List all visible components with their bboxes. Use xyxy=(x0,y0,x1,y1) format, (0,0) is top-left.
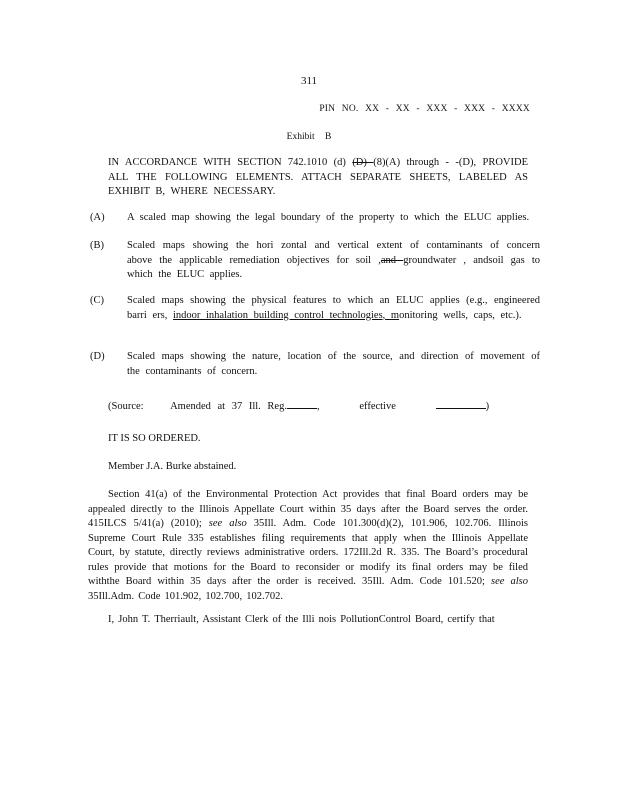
source-open: (Source: xyxy=(108,401,144,412)
appeal-text-3: 35Ill.Adm. Code 101.902, 102.700, 102.702. xyxy=(88,590,283,602)
member-abstained-line: Member J.A. Burke abstained. xyxy=(108,461,237,472)
intro-paragraph xyxy=(108,156,528,200)
see-also-italic: see also xyxy=(208,518,247,529)
item-text: Scaled maps showing the nature, location of the source, and direction of movement of the contaminants of concern. xyxy=(127,351,540,377)
source-amended: Amended at 37 Ill. Reg. xyxy=(170,401,287,412)
item-text xyxy=(127,239,540,283)
item-label: (D) xyxy=(90,351,105,362)
pin-number-line: PIN NO. XX - XX - XXX - XXX - XXXX xyxy=(319,104,530,114)
item-b-text-post: groundwater , andsoil gas to which the ELUC applies. xyxy=(127,254,541,280)
so-ordered-line: IT IS SO ORDERED. xyxy=(108,433,201,444)
clerk-certification-line: I, John T. Therriault, Assistant Clerk of the Illi nois PollutionControl Board, certify that xyxy=(108,614,495,625)
item-c-text-pre: Scaled maps showing the physical features to which an ELUC applies (e.g., engineered barri ers, xyxy=(127,295,540,321)
page-number: 311 xyxy=(300,75,318,87)
appeal-text-1: Section 41(a) of the Environmental Protection Act provides that final Board orders may be appealed directly to the Illinois Appellate Court within 35 days after the Board serves the order. 415ILCS 5/41(a) (2010); xyxy=(88,489,528,529)
appeal-paragraph xyxy=(88,488,528,604)
item-b-struck-text: and xyxy=(380,254,404,266)
item-label: (B) xyxy=(90,240,104,251)
item-c-text-post: onitoring wells, caps, etc.). xyxy=(399,309,522,321)
source-effective: effective xyxy=(359,401,396,412)
item-b-text-pre: Scaled maps showing the hori zontal and vertical extent of contaminants of concern above the applicable remediation objectives for soil , xyxy=(127,240,540,266)
source-note: (Source: Amended at 37 Ill. Reg. , effective ) xyxy=(108,398,489,415)
item-label: (A) xyxy=(90,212,105,223)
intro-text-3: (D), PROVIDE ALL THE FOLLOWING ELEMENTS. ATTACH SEPARATE SHEETS, LABELED AS EXHIBIT B, WHERE NECESSARY. xyxy=(108,157,529,197)
register-blank xyxy=(287,398,317,409)
intro-text-1: IN ACCORDANCE WITH SECTION 742.1010 (d) xyxy=(108,157,353,168)
exhibit-heading: Exhibit B xyxy=(286,132,332,142)
item-text xyxy=(127,294,540,323)
intro-text-2: (8)(A) through - - xyxy=(373,157,459,168)
item-c-underlined-text: indoor inhalation building control technologies, m xyxy=(172,309,400,321)
intro-struck-text: (D) xyxy=(352,157,374,168)
see-also-italic: see also xyxy=(491,576,528,587)
source-close: ) xyxy=(485,401,490,412)
item-label: (C) xyxy=(90,295,104,306)
effective-date-blank xyxy=(436,398,486,409)
appeal-text-2: 35Ill. Adm. Code 101.300(d)(2), 101.906, 102.706. Illinois Supreme Court Rule 335 establishes filing requirements that apply when the Illinois Appellate Court, by statute, directly reviews administrative orders. 172Ill.2d R. 335. The Board’s procedural rules provide that motions for the Board to reconsider or modify its final orders may be filed withthe Board within 35 days after the order is received. 35Ill. Adm. Code 101.520; xyxy=(88,518,528,587)
item-text: A scaled map showing the legal boundary of the property to which the ELUC applies. xyxy=(127,212,530,223)
